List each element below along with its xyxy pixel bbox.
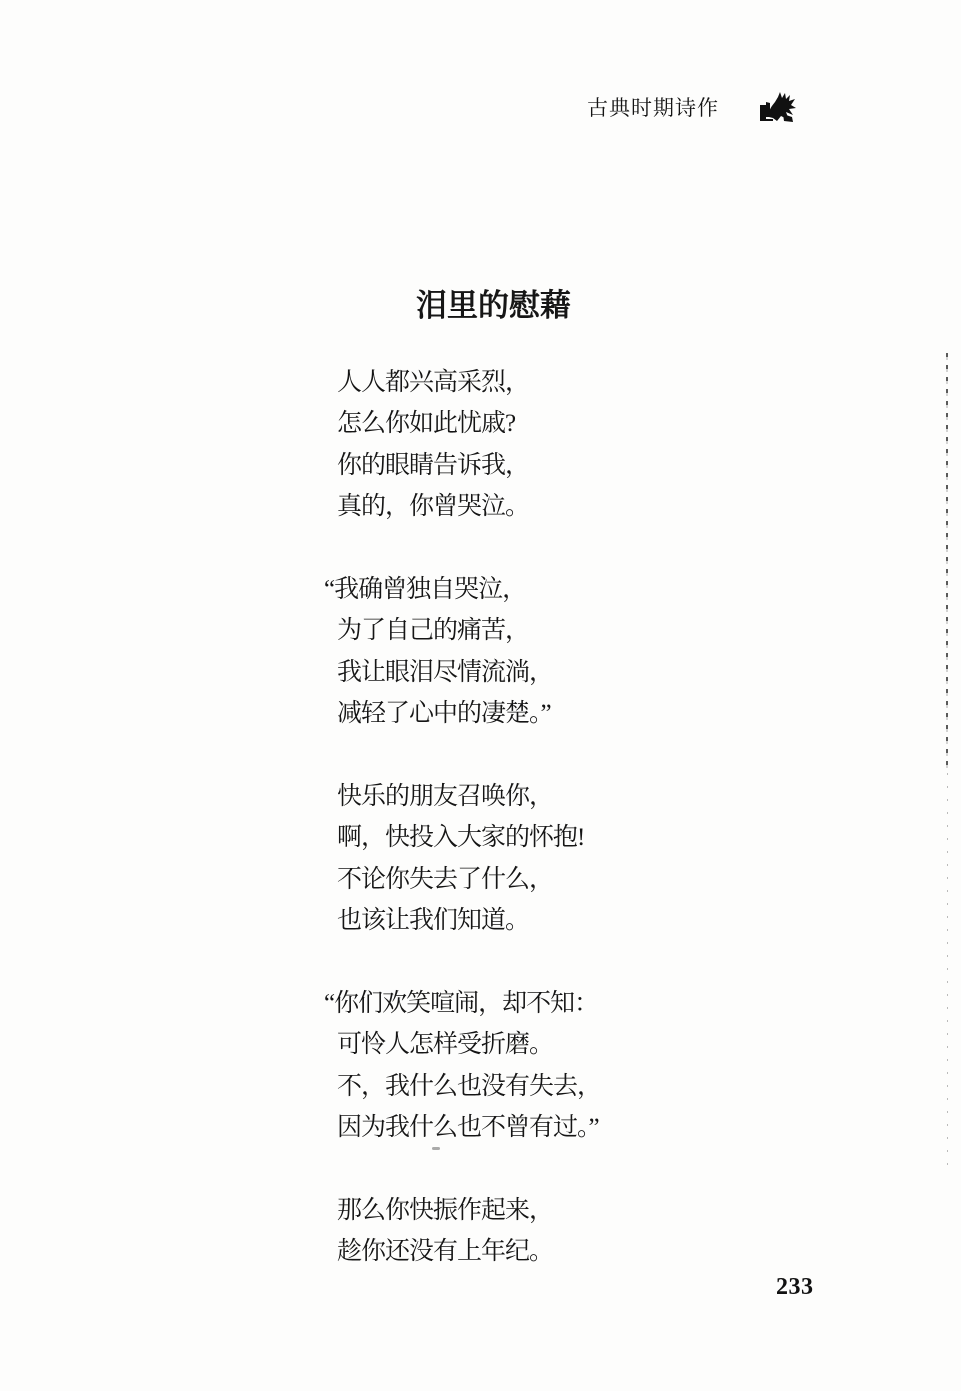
scan-artifact-right-edge-upper [946, 353, 948, 773]
poem-line: “我确曾独自哭泣， [324, 576, 527, 604]
poem-line: 快乐的朋友召唤你， [337, 783, 554, 811]
poem-line: 减轻了心中的凄楚。” [337, 700, 551, 728]
poem-line: 你的眼睛告诉我， [337, 451, 530, 479]
poem-line: 怎么你如此忧戚? [337, 410, 516, 438]
stanza-3 [337, 776, 601, 942]
running-header-title: 古典时期诗作 [587, 96, 719, 120]
poem-line: 不论你失去了什么， [337, 865, 554, 893]
publisher-colophon-icon [759, 90, 797, 124]
stanza-2 [324, 569, 601, 735]
poem-line: “你们欢笑喧闹，却不知： [324, 990, 599, 1018]
scan-artifact-dash [432, 1147, 440, 1150]
poem-line: 不，我什么也没有失去， [337, 1072, 602, 1100]
poem-line: 啊，快投入大家的怀抱! [337, 824, 585, 852]
stanza-1 [337, 362, 601, 528]
poem-line: 人人都兴高采烈， [337, 369, 530, 396]
poem-line: 真的，你曾哭泣。 [337, 493, 530, 521]
running-header [587, 90, 797, 124]
poem-line: 为了自己的痛苦， [337, 617, 530, 645]
poem-line: 趁你还没有上年纪。 [337, 1238, 554, 1266]
page-number: 233 [776, 1274, 814, 1300]
poem-line: 因为我什么也不曾有过。” [337, 1114, 599, 1142]
poem-line: 可怜人怎样受折磨。 [337, 1031, 554, 1059]
poem-line: 我让眼泪尽情流淌， [337, 658, 554, 686]
poem-line: 那么你快振作起来， [337, 1197, 554, 1225]
stanza-5 [337, 1190, 601, 1273]
stanza-4 [324, 983, 602, 1149]
scan-artifact-right-edge-lower [947, 773, 948, 1173]
poem-line: 也该让我们知道。 [337, 907, 530, 935]
poem-title: 泪里的慰藉 [416, 288, 571, 323]
poem-body [324, 362, 602, 1273]
